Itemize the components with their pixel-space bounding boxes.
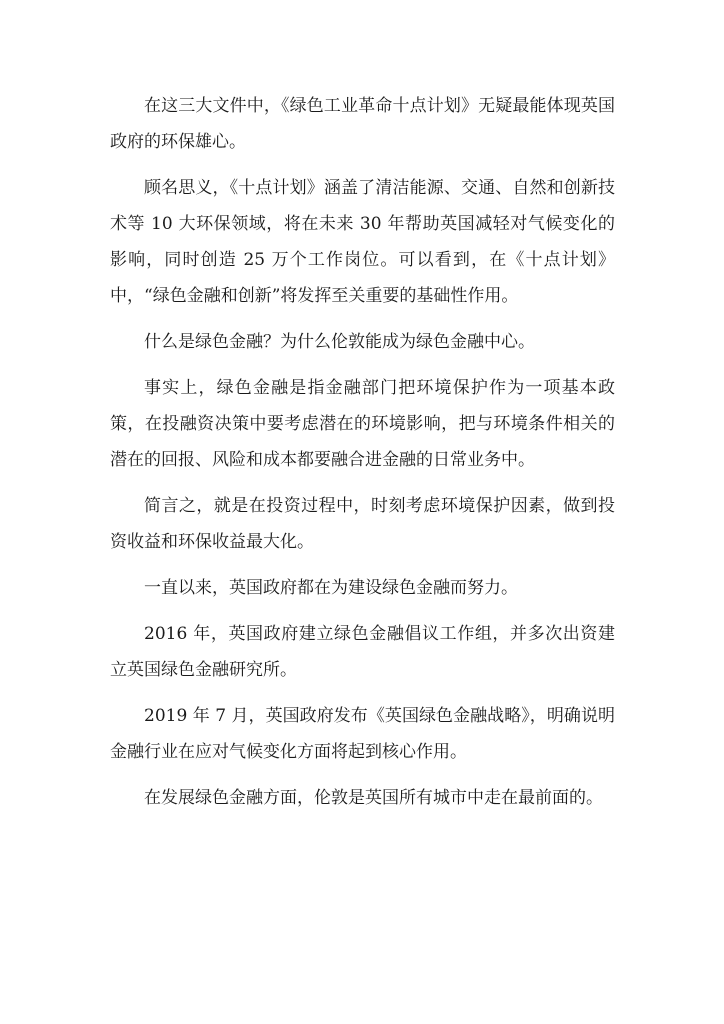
paragraph: 什么是绿色金融？为什么伦敦能成为绿色金融中心。 bbox=[144, 332, 535, 352]
paragraph: 简言之，就是在投资过程中，时刻考虑环境保护因素，做到投资收益和环保收益最大化。 bbox=[110, 496, 615, 552]
document-body bbox=[110, 88, 615, 826]
paragraph: 2019 年 7 月，英国政府发布《英国绿色金融战略》，明确说明金融行业在应对气候变化方面将起到核心作用。 bbox=[110, 706, 615, 762]
paragraph: 事实上，绿色金融是指金融部门把环境保护作为一项基本政策，在投融资决策中要考虑潜在的环境影响，把与环境条件相关的潜在的回报、风险和成本都要融合进金融的日常业务中。 bbox=[110, 378, 615, 470]
paragraph: 2016 年，英国政府建立绿色金融倡议工作组，并多次出资建立英国绿色金融研究所。 bbox=[110, 624, 615, 680]
paragraph: 在发展绿色金融方面，伦敦是英国所有城市中走在最前面的。 bbox=[144, 788, 603, 808]
paragraph: 顾名思义，《十点计划》涵盖了清洁能源、交通、自然和创新技术等 10 大环保领域，将在未来 30 年帮助英国减轻对气候变化的影响，同时创造 25 万个工作岗位。可以看到，在《十点计划》中，“绿色金融和创新”将发挥至关重要的基础性作用。 bbox=[110, 178, 615, 306]
paragraph: 一直以来，英国政府都在为建设绿色金融而努力。 bbox=[144, 578, 518, 598]
paragraph: 在这三大文件中，《绿色工业革命十点计划》无疑最能体现英国政府的环保雄心。 bbox=[110, 96, 615, 152]
